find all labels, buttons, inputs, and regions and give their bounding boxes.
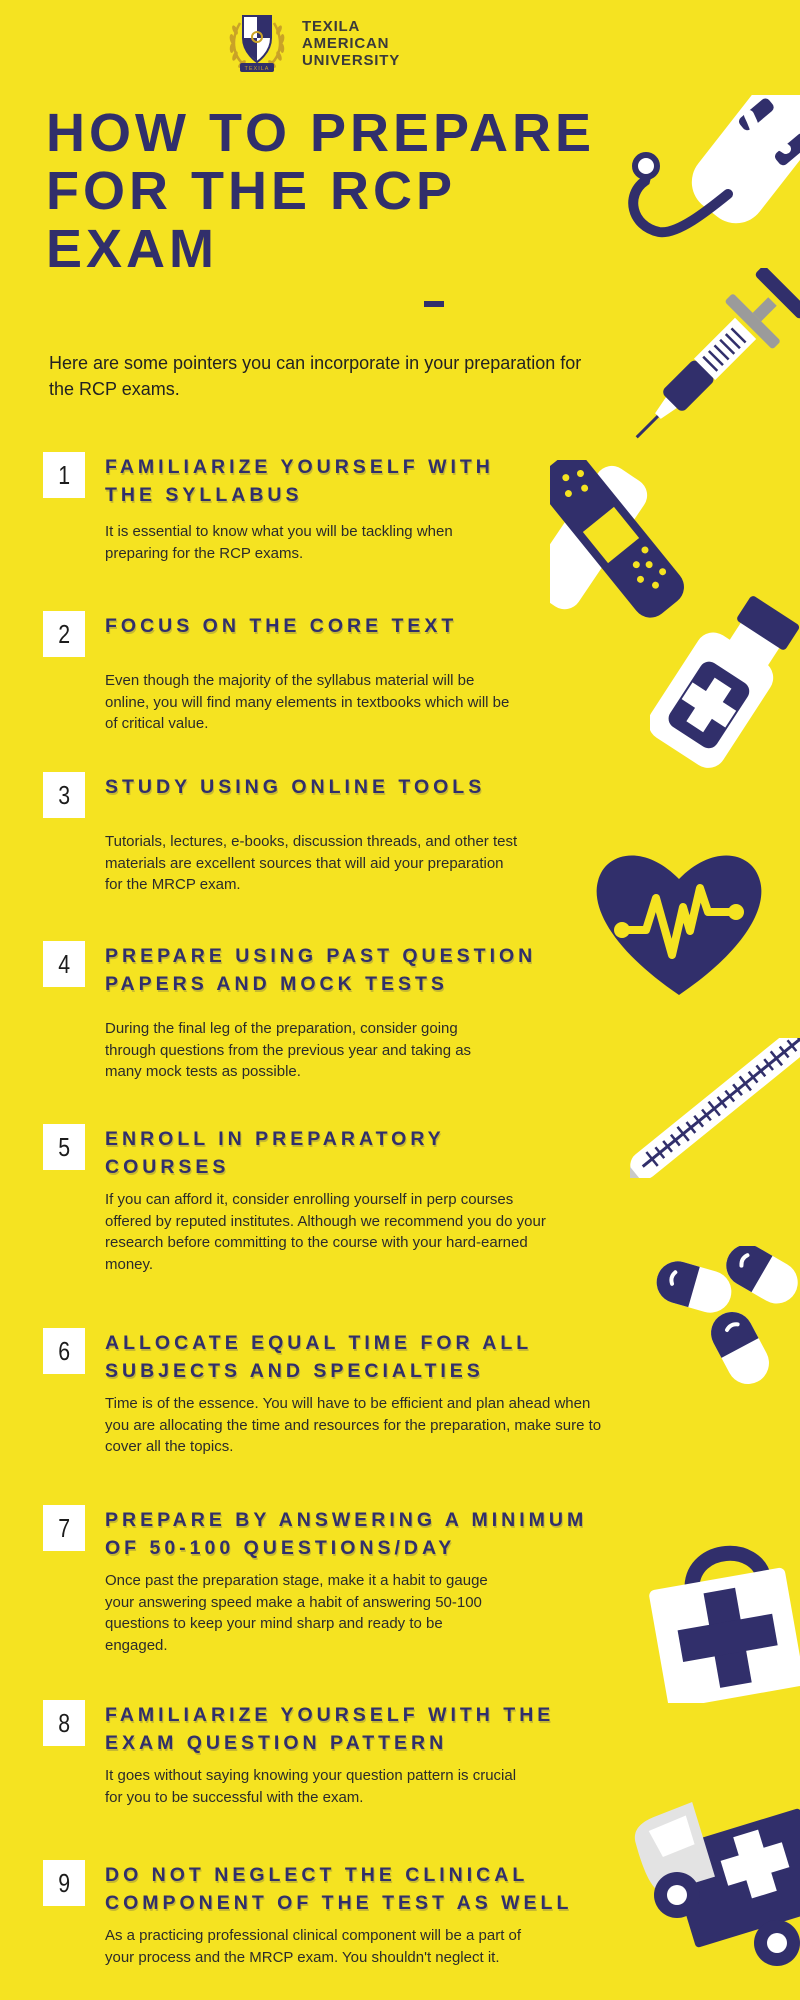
item-title: FAMILIARIZE YOURSELF WITH xyxy=(105,456,494,478)
page-title-line1: HOW TO PREPARE xyxy=(46,103,596,163)
item-number: 1 xyxy=(58,459,70,490)
item-number: 5 xyxy=(58,1131,70,1162)
item-number: 2 xyxy=(58,618,70,649)
item-title: FOCUS ON THE CORE TEXT xyxy=(105,615,458,637)
item-number-badge xyxy=(43,772,85,818)
item-title: ENROLL IN PREPARATORY xyxy=(105,1128,445,1150)
item-title-line2: PAPERS AND MOCK TESTS xyxy=(105,973,448,995)
item-title: ALLOCATE EQUAL TIME FOR ALL xyxy=(105,1332,533,1354)
university-name-line2: AMERICAN xyxy=(302,34,390,52)
item-number-badge xyxy=(43,941,85,987)
intro-text: Here are some pointers you can incorporate in your preparation for the RCP exams. xyxy=(49,353,582,399)
ambulance-icon xyxy=(625,1795,800,2000)
item-title: STUDY USING ONLINE TOOLS xyxy=(105,776,486,798)
item-body: Time is of the essence. You will have to be efficient and plan ahead when you are allocating the time and resources for the preparation, make sure to cover all the topics. xyxy=(105,1395,602,1455)
pills-icon xyxy=(648,1246,800,1406)
item-body: If you can afford it, consider enrolling yourself in perp courses offered by reputed institutes. Although we recommend you do your research before committing to the course with your hard-earned money. xyxy=(105,1191,546,1273)
item-title: DO NOT NEGLECT THE CLINICAL xyxy=(105,1864,529,1886)
university-name-line3: UNIVERSITY xyxy=(302,51,401,69)
university-logo xyxy=(226,10,400,76)
heart-ekg-icon xyxy=(582,835,777,1003)
page-title-line2: FOR THE RCP xyxy=(46,161,457,221)
item-title-line2: SUBJECTS AND SPECIALTIES xyxy=(105,1360,484,1382)
item-body: As a practicing professional clinical component will be a part of your process and the MRCP exam. You shouldn't neglect it. xyxy=(105,1927,522,1966)
item-body: It is essential to know what you will be tackling when preparing for the RCP exams. xyxy=(105,523,453,562)
item-number: 6 xyxy=(58,1335,70,1366)
page-title xyxy=(46,104,595,278)
university-name-line1: TEXILA xyxy=(302,17,361,35)
item-title-line2: THE SYLLABUS xyxy=(105,484,303,506)
item-number-badge xyxy=(43,1700,85,1746)
university-name xyxy=(302,18,400,69)
item-body: During the final leg of the preparation, consider going through questions from the previous year and taking as many mock tests as possible. xyxy=(105,1020,472,1080)
item-title-line2: OF 50-100 QUESTIONS/DAY xyxy=(105,1537,456,1559)
item-number: 3 xyxy=(58,779,70,810)
item-number: 8 xyxy=(58,1707,70,1738)
item-number-badge xyxy=(43,611,85,657)
item-body: Tutorials, lectures, e-books, discussion threads, and other test materials are excellent sources that will aid your preparation for the MRCP exam. xyxy=(105,833,518,893)
item-number: 7 xyxy=(58,1512,70,1543)
item-title-line2: COURSES xyxy=(105,1156,230,1178)
item-number: 4 xyxy=(58,948,70,979)
item-title-line2: COMPONENT OF THE TEST AS WELL xyxy=(105,1892,573,1914)
title-dash xyxy=(424,301,444,307)
item-body: Even though the majority of the syllabus material will be online, you will find many elements in textbooks which will be of critical value. xyxy=(105,672,510,732)
item-body: Once past the preparation stage, make it a habit to gauge your answering speed make a habit of answering 50-100 questions to keep your mind sharp and ready to be engaged. xyxy=(105,1572,488,1654)
thermometer-icon xyxy=(630,1038,800,1178)
crest-banner-text: TEXILA xyxy=(244,66,270,72)
item-number-badge xyxy=(43,1328,85,1374)
item-number-badge xyxy=(43,1124,85,1170)
item-number-badge xyxy=(43,1505,85,1551)
medicine-bottle-icon xyxy=(650,592,800,772)
item-number-badge xyxy=(43,452,85,498)
page-title-line3: EXAM xyxy=(46,219,219,279)
syringe-icon xyxy=(612,268,800,473)
item-title: PREPARE BY ANSWERING A MINIMUM xyxy=(105,1509,588,1531)
item-body: It goes without saying knowing your question pattern is crucial for you to be successful with the exam. xyxy=(105,1767,517,1806)
item-title: PREPARE USING PAST QUESTION xyxy=(105,945,537,967)
first-aid-kit-icon xyxy=(642,1528,800,1703)
item-title: FAMILIARIZE YOURSELF WITH THE xyxy=(105,1704,555,1726)
item-title-line2: EXAM QUESTION PATTERN xyxy=(105,1732,448,1754)
item-number-badge xyxy=(43,1860,85,1906)
item-number: 9 xyxy=(58,1867,70,1898)
university-crest-icon xyxy=(226,10,288,76)
